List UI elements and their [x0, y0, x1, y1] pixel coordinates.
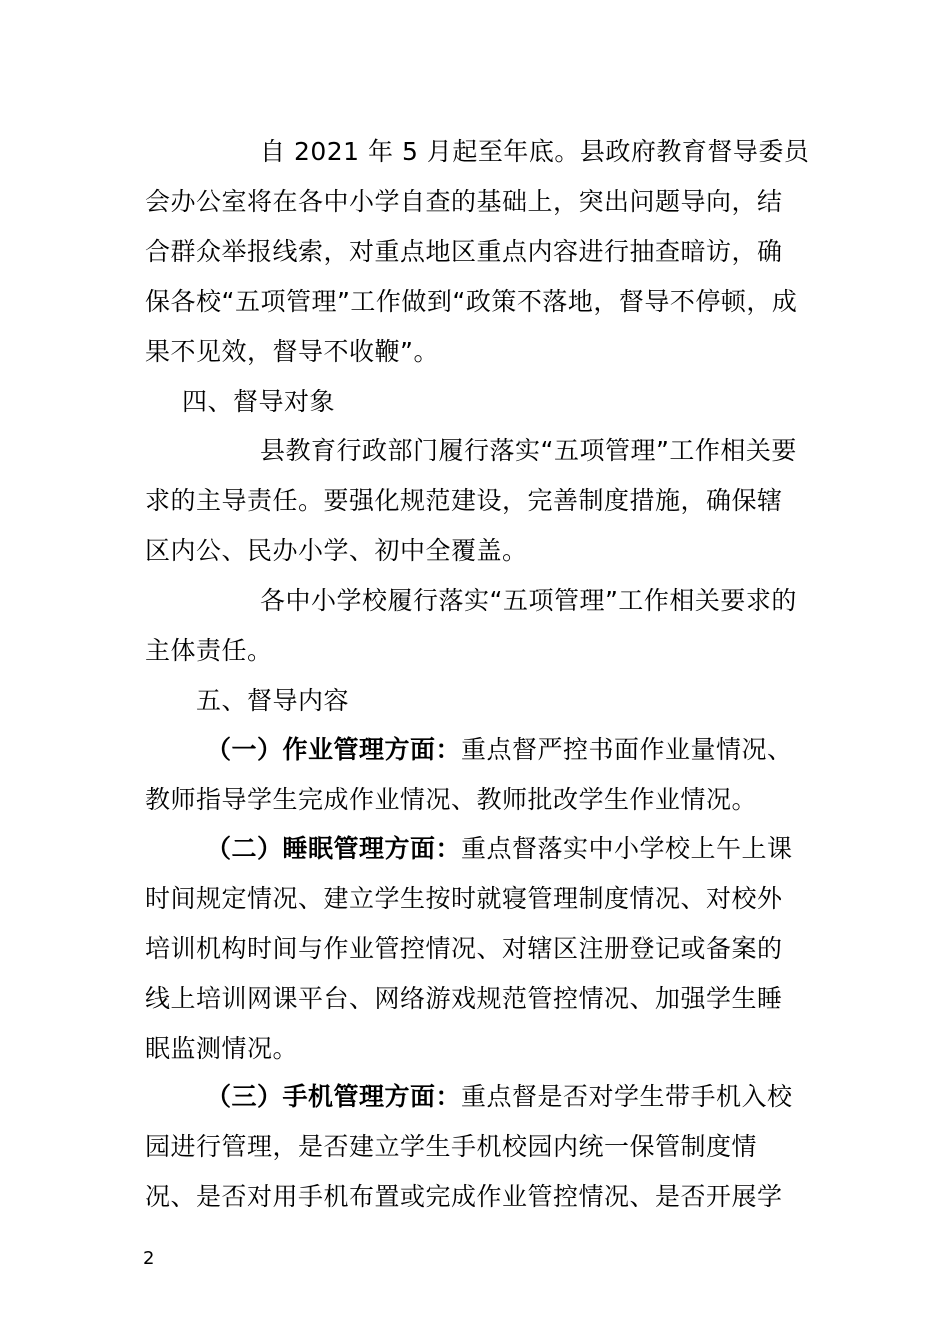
item-3-heading: （三）手机管理方面： [206, 1082, 462, 1111]
paragraph-line: 园进行管理，是否建立学生手机校园内统一保管制度情 [145, 1132, 758, 1161]
paragraph-line: 时间规定情况、建立学生按时就寝管理制度情况、对校外 [145, 884, 783, 913]
section-heading-5: 五、督导内容 [196, 686, 350, 715]
paragraph-line: 果不见效，督导不收鞭”。 [145, 337, 439, 366]
item-1-heading: （一）作业管理方面： [206, 735, 462, 764]
item-2-text: 重点督落实中小学校上午上课 [461, 834, 793, 863]
paragraph-line: 县教育行政部门履行落实“五项管理”工作相关要 [260, 436, 797, 465]
paragraph-line: 线上培训网课平台、网络游戏规范管控情况、加强学生睡 [145, 984, 783, 1013]
paragraph-line: 各中小学校履行落实“五项管理”工作相关要求的 [260, 586, 797, 615]
item-2-heading: （二）睡眠管理方面： [206, 834, 462, 863]
paragraph-line: 教师指导学生完成作业情况、教师批改学生作业情况。 [145, 785, 758, 814]
item-1-text: 重点督严控书面作业量情况、 [461, 735, 793, 764]
section-heading-4: 四、督导对象 [182, 387, 336, 416]
paragraph-line: 会办公室将在各中小学自查的基础上，突出问题导向，结 [145, 187, 783, 216]
paragraph-line: 眠监测情况。 [145, 1034, 299, 1063]
paragraph-line: 主体责任。 [145, 636, 273, 665]
item-3-line [206, 1082, 793, 1112]
item-3-text: 重点督是否对学生带手机入校 [461, 1082, 793, 1111]
paragraph-line: 培训机构时间与作业管控情况、对辖区注册登记或备案的 [145, 934, 783, 963]
paragraph-line: 求的主导责任。要强化规范建设，完善制度措施，确保辖 [145, 486, 783, 515]
page-number: 2 [143, 1248, 155, 1269]
paragraph-line: 区内公、民办小学、初中全覆盖。 [145, 536, 528, 565]
paragraph-line: 况、是否对用手机布置或完成作业管控情况、是否开展学 [145, 1182, 783, 1211]
item-2-line [206, 834, 793, 864]
item-1-line [206, 735, 793, 765]
paragraph-line: 保各校“五项管理”工作做到“政策不落地，督导不停顿，成 [145, 287, 798, 316]
paragraph-line: 合群众举报线索，对重点地区重点内容进行抽查暗访，确 [145, 237, 783, 266]
paragraph-line: 自 2021 年 5 月起至年底。县政府教育督导委员 [260, 137, 810, 166]
